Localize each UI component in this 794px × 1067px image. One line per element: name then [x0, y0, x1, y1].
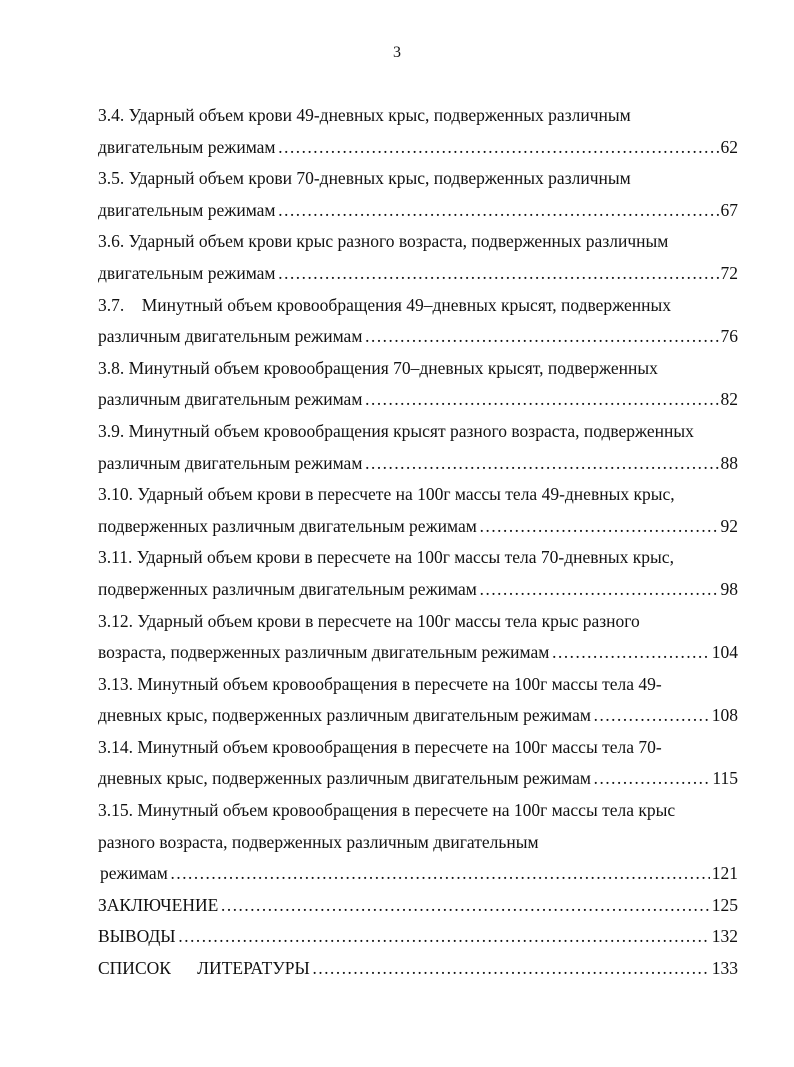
dot-leader: [278, 132, 719, 164]
dot-leader: [593, 763, 710, 795]
toc-entry-title: [98, 100, 738, 132]
toc-entry[interactable]: [98, 258, 738, 290]
toc-entry-title-text: 3.5. Ударный объем крови 70-дневных крыс, подверженных различным: [98, 168, 631, 189]
toc-entry-text: подверженных различным двигательным режимам: [98, 515, 477, 536]
toc-entry[interactable]: [98, 574, 738, 606]
toc-entry-title-text: 3.12. Ударный объем крови в пересчете на 100г массы тела крыс разного: [98, 610, 640, 631]
toc-entry[interactable]: [98, 132, 738, 164]
dot-leader: [170, 858, 710, 890]
table-of-contents: [98, 100, 738, 985]
page-number: 3: [393, 44, 401, 61]
toc-entry-text: различным двигательным режимам: [98, 389, 363, 410]
toc-entry-title: [98, 163, 738, 195]
toc-entry-title-text: 3.10. Ударный объем крови в пересчете на 100г массы тела 49-дневных крыс,: [98, 484, 675, 505]
dot-leader: [364, 321, 718, 353]
toc-entry-title: [98, 827, 738, 859]
toc-section-text: ВЫВОДЫ: [98, 926, 176, 947]
toc-entry[interactable]: [98, 511, 738, 543]
toc-entry[interactable]: [98, 384, 738, 416]
toc-entry-text: двигательным режимам: [98, 136, 276, 157]
toc-entry-title: [98, 226, 738, 258]
toc-entry-title-text: 3.4. Ударный объем крови 49-дневных крыс, подверженных различным: [98, 105, 631, 125]
toc-entry[interactable]: [98, 321, 738, 353]
toc-entry-title: [98, 795, 738, 827]
dot-leader: [364, 448, 718, 480]
toc-entry-page-number: 82: [720, 389, 738, 410]
toc-entry-text: возраста, подверженных различным двигательным режимам: [98, 642, 550, 663]
dot-leader: [593, 700, 710, 732]
toc-section-page-number: 132: [711, 926, 738, 947]
toc-entry-text: режимам: [100, 863, 168, 884]
toc-section[interactable]: [98, 953, 738, 985]
toc-entry-title-text: 3.15. Минутный объем кровообращения в пересчете на 100г массы тела крыс: [98, 800, 676, 821]
dot-leader: [364, 384, 718, 416]
toc-section[interactable]: [98, 890, 738, 922]
toc-entry-title-text: 3.6. Ударный объем крови крыс разного возраста, подверженных различным: [98, 231, 669, 252]
toc-entry-text: различным двигательным режимам: [98, 326, 363, 347]
toc-entry-title-text: 3.8. Минутный объем кровообращения 70–дневных крысят, подверженных: [98, 357, 658, 378]
toc-entry-title-text: 3.7. Минутный объем кровообращения 49–дневных крысят, подверженных: [98, 294, 672, 315]
toc-entry-title: [98, 669, 738, 701]
toc-entry-title-text: 3.14. Минутный объем кровообращения в пересчете на 100г массы тела 70-: [98, 736, 662, 757]
toc-entry-title: [98, 732, 738, 764]
toc-entry[interactable]: [98, 448, 738, 480]
dot-leader: [479, 511, 719, 543]
toc-entry[interactable]: [98, 763, 738, 795]
toc-entry-page-number: 76: [720, 326, 738, 347]
toc-section-page-number: 125: [711, 894, 738, 915]
toc-section[interactable]: [98, 921, 738, 953]
toc-section-text: ЗАКЛЮЧЕНИЕ: [98, 894, 219, 915]
toc-entry-page-number: 67: [720, 199, 738, 220]
toc-entry[interactable]: [98, 195, 738, 227]
toc-entry[interactable]: [98, 700, 738, 732]
toc-entry-text: дневных крыс, подверженных различным двигательным режимам: [98, 768, 591, 789]
dot-leader: [278, 258, 719, 290]
toc-entry-title: [98, 606, 738, 638]
toc-section-page-number: 133: [711, 958, 738, 979]
toc-entry-text: дневных крыс, подверженных различным двигательным режимам: [98, 705, 591, 726]
toc-entry-page-number: 104: [711, 642, 738, 663]
dot-leader: [178, 921, 710, 953]
toc-entry-page-number: 72: [720, 262, 738, 283]
toc-entry-page-number: 88: [720, 452, 738, 473]
dot-leader: [278, 195, 719, 227]
toc-entry-title: [98, 542, 738, 574]
toc-entry[interactable]: [98, 858, 738, 890]
toc-entry-title-text: 3.9. Минутный объем кровообращения крысят разного возраста, подверженных: [98, 420, 694, 441]
toc-entry-page-number: 62: [720, 136, 738, 157]
toc-entry-page-number: 98: [720, 578, 738, 599]
toc-entry-title-text: разного возраста, подверженных различным двигательным: [98, 831, 539, 852]
toc-entry-title-text: 3.13. Минутный объем кровообращения в пересчете на 100г массы тела 49-: [98, 673, 662, 694]
dot-leader: [312, 953, 710, 985]
toc-entry-text: двигательным режимам: [98, 199, 276, 220]
toc-entry-page-number: 92: [720, 515, 738, 536]
toc-entry-title: [98, 353, 738, 385]
dot-leader: [479, 574, 719, 606]
toc-entry-page-number: 121: [711, 863, 738, 884]
toc-entry-title: [98, 416, 738, 448]
toc-entry-text: различным двигательным режимам: [98, 452, 363, 473]
toc-entry-text: двигательным режимам: [98, 262, 276, 283]
toc-entry-title: [98, 290, 738, 322]
toc-entry-page-number: 108: [711, 705, 738, 726]
toc-entry[interactable]: [98, 637, 738, 669]
toc-section-text: СПИСОК ЛИТЕРАТУРЫ: [98, 958, 310, 979]
dot-leader: [551, 637, 709, 669]
dot-leader: [220, 890, 709, 922]
toc-entry-title-text: 3.11. Ударный объем крови в пересчете на 100г массы тела 70-дневных крыс,: [98, 547, 674, 568]
toc-entry-text: подверженных различным двигательным режимам: [98, 578, 477, 599]
toc-entry-title: [98, 479, 738, 511]
toc-entry-page-number: 115: [712, 768, 738, 789]
